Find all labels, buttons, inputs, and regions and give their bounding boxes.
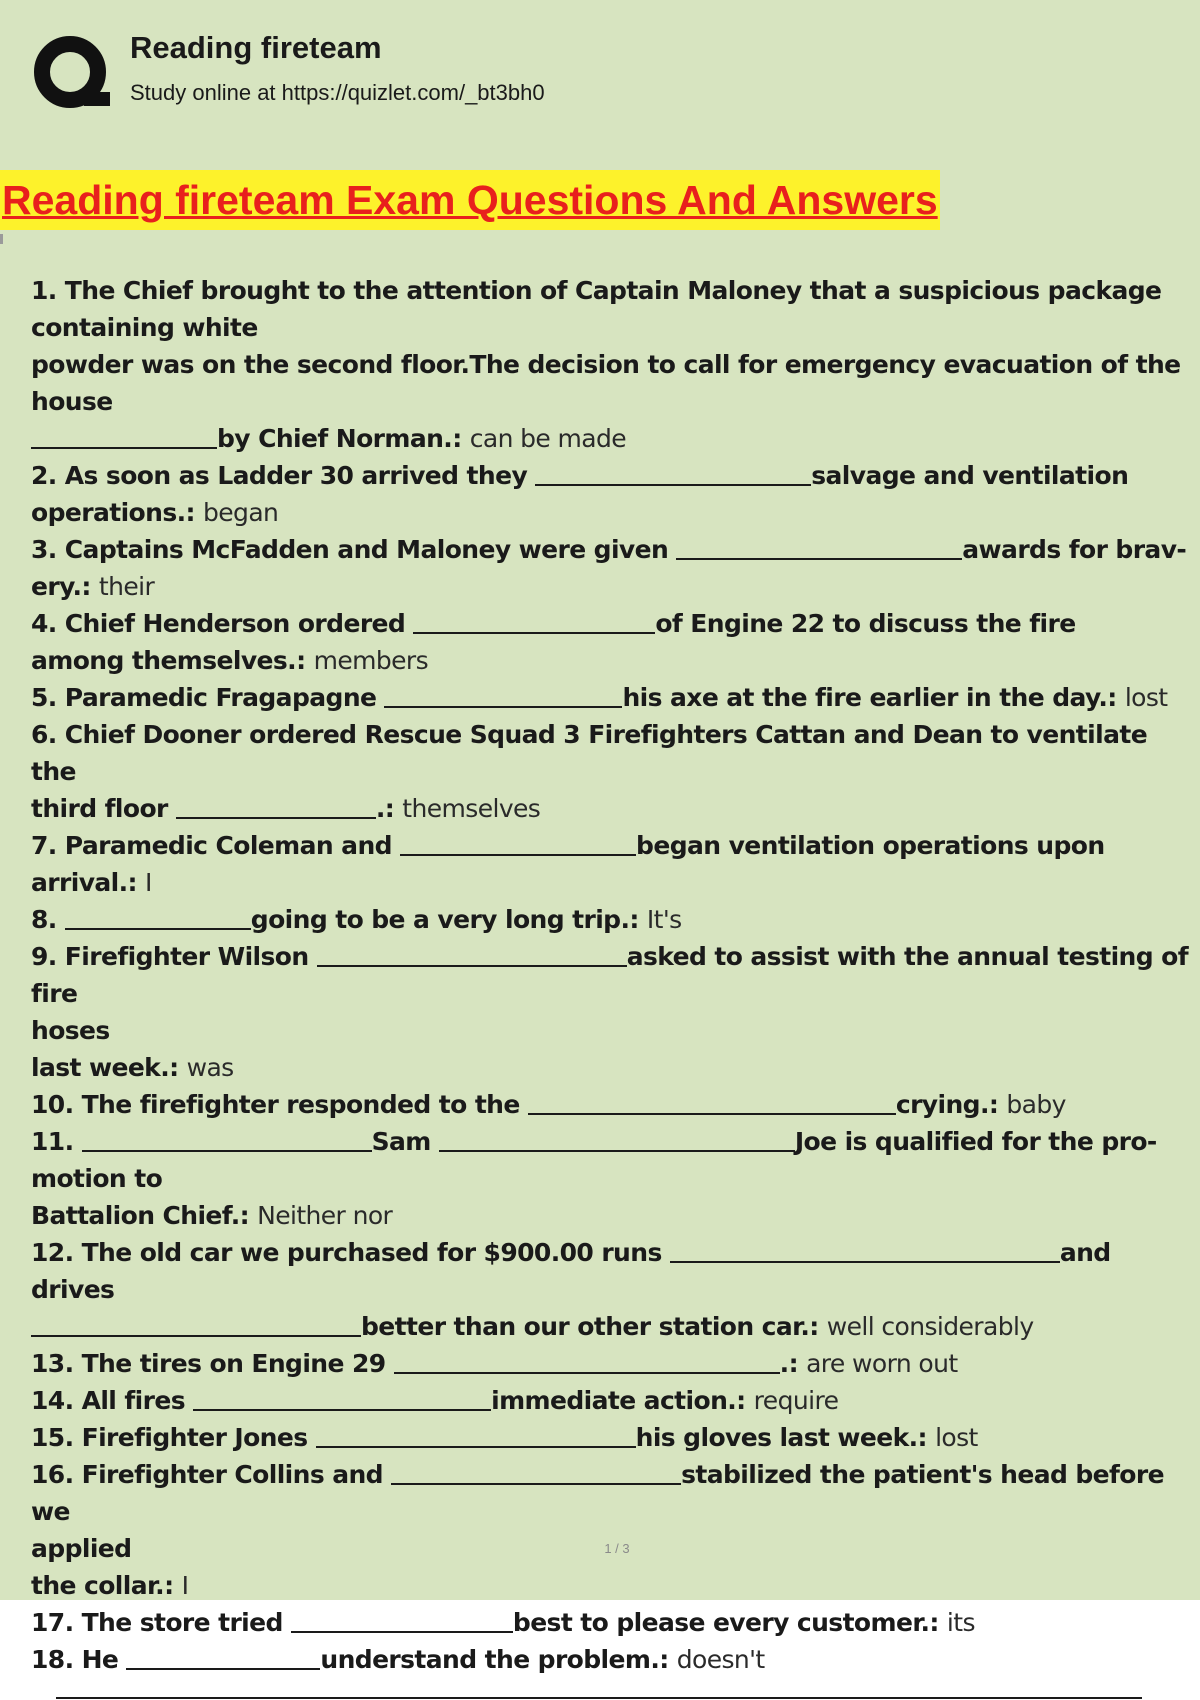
question-item (31, 1456, 1199, 1604)
answer-blank (82, 1150, 372, 1152)
question-text: 11. (31, 1127, 82, 1156)
question-item (31, 716, 1199, 827)
question-line (31, 1160, 1199, 1197)
answer-text: I (145, 868, 152, 897)
answer-blank (176, 817, 376, 819)
question-item (31, 1382, 1199, 1419)
question-text: 16. Firefighter Collins and (31, 1460, 392, 1489)
answer-blank (126, 1668, 320, 1670)
question-text: 17. The store tried (31, 1608, 291, 1637)
answer-blank (400, 854, 636, 856)
answer-text: lost (1124, 683, 1168, 712)
question-line (31, 1197, 1199, 1234)
question-item (31, 531, 1199, 605)
question-line (31, 1567, 1199, 1604)
question-text: stabilized the patient's head before we (31, 1460, 1164, 1526)
question-text: .: (779, 1349, 807, 1378)
question-text: and drives (31, 1238, 1111, 1304)
answer-text: its (946, 1608, 975, 1637)
answer-blank (31, 1335, 361, 1337)
answer-text: Neither nor (257, 1201, 393, 1230)
question-text: third floor (31, 794, 176, 823)
question-line (31, 494, 1199, 531)
question-item (31, 1234, 1199, 1345)
question-text: 8. (31, 905, 65, 934)
answer-blank (670, 1261, 1060, 1263)
question-text: Battalion Chief.: (31, 1201, 258, 1230)
answer-text: themselves (402, 794, 541, 823)
question-line (31, 716, 1199, 753)
question-text: 12. The old car we purchased for $900.00 runs (31, 1238, 670, 1267)
question-text: 2. As soon as Ladder 30 arrived they (31, 461, 536, 490)
answer-text: I (181, 1571, 189, 1600)
question-text: applied (31, 1534, 132, 1563)
question-line (31, 568, 1199, 605)
question-line (31, 531, 1199, 568)
question-line (31, 642, 1199, 679)
question-text: 9. Firefighter Wilson (31, 942, 317, 971)
question-line (31, 1604, 1199, 1641)
question-text: began ventilation operations upon (636, 831, 1105, 860)
answer-blank (413, 632, 655, 634)
question-text: .: (375, 794, 403, 823)
question-text: motion to (31, 1164, 163, 1193)
question-text: 7. Paramedic Coleman and (31, 831, 401, 860)
question-text: arrival.: (31, 868, 146, 897)
question-list (31, 272, 1199, 1678)
answer-blank (394, 1372, 780, 1374)
answer-text: It's (646, 905, 682, 934)
question-line (31, 679, 1199, 716)
question-text: containing white (31, 313, 258, 342)
question-item (31, 901, 1199, 938)
answer-blank (528, 1113, 896, 1115)
answer-text: can be made (469, 424, 627, 453)
question-line (31, 1419, 1199, 1456)
answer-blank (535, 484, 811, 486)
question-item (31, 679, 1199, 716)
header-title: Reading fireteam (130, 30, 382, 65)
question-text: immediate action.: (491, 1386, 754, 1415)
question-line (31, 272, 1199, 309)
answer-text: baby (1006, 1090, 1066, 1119)
question-text: Joe is qualified for the pro- (794, 1127, 1157, 1156)
answer-text: require (753, 1386, 839, 1415)
question-text: 18. He (31, 1645, 127, 1674)
answer-blank (316, 1446, 636, 1448)
question-line (31, 1086, 1199, 1123)
question-line (31, 1012, 1199, 1049)
question-text: crying.: (895, 1090, 1007, 1119)
question-line (31, 1641, 1199, 1678)
answer-blank (676, 558, 962, 560)
question-text: asked to assist with the annual testing of fire (31, 942, 1188, 1008)
answer-text: began (203, 498, 279, 527)
question-text: of Engine 22 to discuss the fire (655, 609, 1076, 638)
question-text: last week.: (31, 1053, 187, 1082)
question-text: 14. All fires (31, 1386, 194, 1415)
question-text: operations.: (31, 498, 203, 527)
question-text: 5. Paramedic Fragapagne (31, 683, 385, 712)
question-item (31, 938, 1199, 1086)
question-line (31, 938, 1199, 1012)
answer-text: lost (935, 1423, 978, 1452)
question-line (31, 1345, 1199, 1382)
question-text: among themselves.: (31, 646, 314, 675)
question-item (31, 272, 1199, 457)
answer-blank (65, 928, 251, 930)
question-text: Sam (371, 1127, 439, 1156)
answer-blank (317, 965, 627, 967)
question-text: salvage and ventilation (811, 461, 1129, 490)
question-text: powder was on the second floor.The decision to call for emergency evacuation of the house (31, 350, 1181, 416)
question-text: the collar.: (31, 1571, 182, 1600)
question-line (31, 1456, 1199, 1530)
question-line (31, 420, 1199, 457)
answer-blank (439, 1150, 795, 1152)
page-title: Reading fireteam Exam Questions And Answers (0, 170, 940, 230)
question-item (31, 457, 1199, 531)
question-text: understand the problem.: (320, 1645, 677, 1674)
answer-blank (391, 1483, 681, 1485)
quizlet-q-logo-icon (32, 34, 112, 114)
question-text: hoses (31, 1016, 110, 1045)
question-text: by Chief Norman.: (217, 424, 470, 453)
answer-blank (31, 447, 217, 449)
question-text: 10. The firefighter responded to the (31, 1090, 528, 1119)
answer-blank (291, 1631, 513, 1633)
margin-tick (0, 234, 3, 244)
answer-text: well considerably (826, 1312, 1034, 1341)
answer-text: doesn't (676, 1645, 765, 1674)
question-item (31, 1345, 1199, 1382)
question-text: ery.: (31, 572, 99, 601)
question-text: going to be a very long trip.: (250, 905, 647, 934)
question-item (31, 1086, 1199, 1123)
question-item (31, 1604, 1199, 1641)
question-item (31, 1641, 1199, 1678)
question-line (31, 753, 1199, 790)
question-text: best to please every customer.: (512, 1608, 947, 1637)
header-subtitle: Study online at https://quizlet.com/_bt3bh0 (130, 80, 545, 105)
question-line (31, 605, 1199, 642)
question-line (31, 1049, 1199, 1086)
question-item (31, 1123, 1199, 1234)
question-text: better than our other station car.: (361, 1312, 827, 1341)
question-text: his axe at the fire earlier in the day.: (622, 683, 1125, 712)
question-line (31, 309, 1199, 346)
question-text: 15. Firefighter Jones (31, 1423, 316, 1452)
question-line (31, 1123, 1199, 1160)
answer-text: was (186, 1053, 234, 1082)
answer-text: their (98, 572, 155, 601)
question-line (31, 1308, 1199, 1345)
question-line (31, 827, 1199, 864)
question-text: 6. Chief Dooner ordered Rescue Squad 3 Firefighters Cattan and Dean to ventilate (31, 720, 1148, 749)
question-text: 1. The Chief brought to the attention of Captain Maloney that a suspicious package (31, 276, 1162, 305)
question-line (31, 1234, 1199, 1308)
question-item (31, 827, 1199, 901)
question-line (31, 346, 1199, 420)
question-text: 4. Chief Henderson ordered (31, 609, 414, 638)
question-line (31, 457, 1199, 494)
page-number: 1 / 3 (604, 1541, 630, 1556)
question-text: awards for brav- (962, 535, 1187, 564)
question-line (31, 901, 1199, 938)
answer-blank (193, 1409, 491, 1411)
question-text: 3. Captains McFadden and Maloney were given (31, 535, 677, 564)
question-line (31, 790, 1199, 827)
question-text: 13. The tires on Engine 29 (31, 1349, 394, 1378)
question-line (31, 864, 1199, 901)
question-text: the (31, 757, 76, 786)
answer-text: members (313, 646, 429, 675)
question-item (31, 605, 1199, 679)
answer-blank (384, 706, 622, 708)
question-item (31, 1419, 1199, 1456)
question-text: his gloves last week.: (635, 1423, 936, 1452)
answer-text: are worn out (806, 1349, 958, 1378)
footer-divider (56, 1697, 1142, 1699)
question-line (31, 1382, 1199, 1419)
